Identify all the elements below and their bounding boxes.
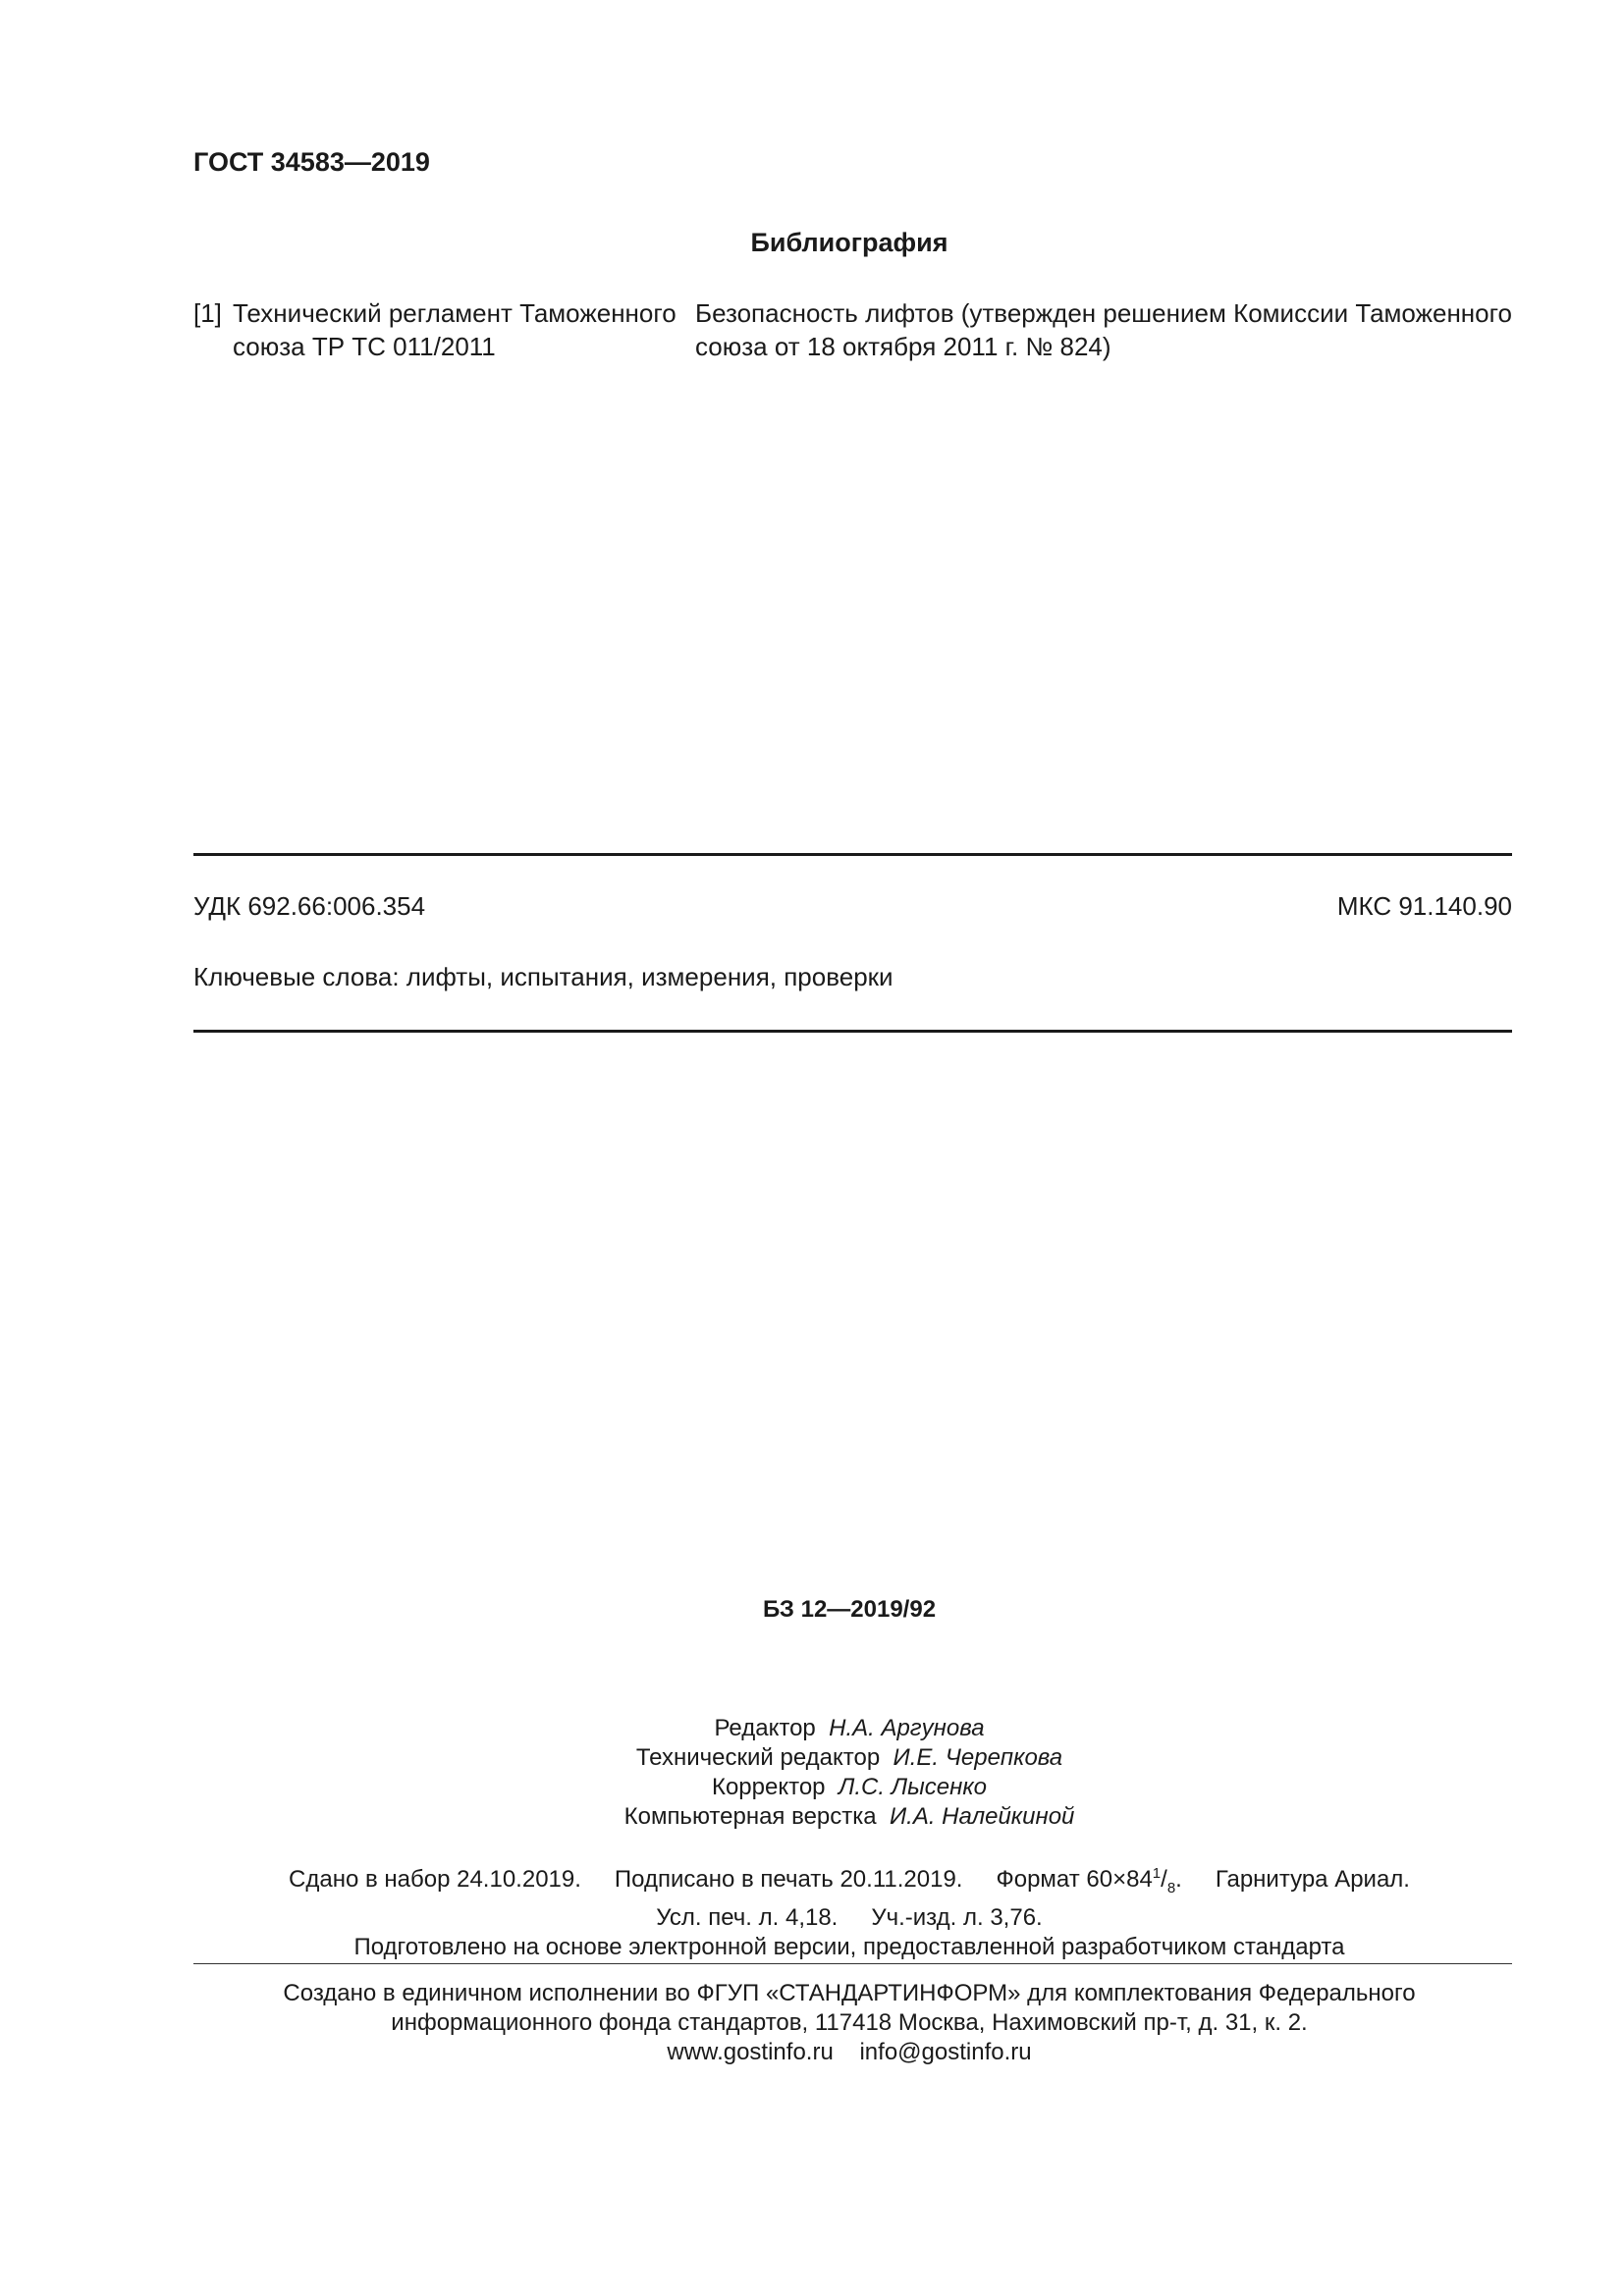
footer-line-2: информационного фонда стандартов, 117418 Москва, Нахимовский пр-т, д. 31, к. 2. bbox=[391, 2009, 1308, 2036]
document-code: ГОСТ 34583—2019 bbox=[193, 147, 430, 177]
staff-row bbox=[0, 1802, 1624, 1832]
staff-name: И.Е. Черепкова bbox=[893, 1744, 1063, 1771]
footer-line-1: Создано в единичном исполнении во ФГУП «СТАНДАРТИНФОРМ» для комплектования Федерального bbox=[283, 1980, 1416, 2006]
print-line-2 bbox=[0, 1903, 1624, 1933]
typeface: Гарнитура Ариал. bbox=[1215, 1866, 1410, 1893]
divider-top bbox=[193, 853, 1512, 856]
staff-name: И.А. Налейкиной bbox=[889, 1803, 1075, 1830]
divider-bottom bbox=[193, 1030, 1512, 1033]
staff-name: Н.А. Аргунова bbox=[829, 1715, 985, 1741]
print-line-1 bbox=[0, 1859, 1624, 1903]
email-link[interactable]: info@gostinfo.ru bbox=[859, 2039, 1032, 2065]
footer-contacts bbox=[0, 2038, 1624, 2067]
print-details bbox=[0, 1859, 1624, 1962]
website-link[interactable]: www.gostinfo.ru bbox=[667, 2039, 834, 2065]
bz-code: БЗ 12—2019/92 bbox=[762, 1596, 937, 1623]
staff-row bbox=[0, 1743, 1624, 1773]
publisher-sheets: Уч.-изд. л. 3,76. bbox=[871, 1903, 1043, 1931]
mks-code: МКС 91.140.90 bbox=[1336, 891, 1512, 921]
staff-role: Технический редактор bbox=[635, 1744, 881, 1771]
staff-list bbox=[0, 1714, 1624, 1832]
submitted-date: Сдано в набор 24.10.2019. bbox=[289, 1866, 581, 1893]
signed-date: Подписано в печать 20.11.2019. bbox=[614, 1866, 963, 1893]
staff-row bbox=[0, 1773, 1624, 1802]
bibliography-entry-source bbox=[193, 296, 684, 363]
staff-name: Л.С. Лысенко bbox=[838, 1774, 988, 1800]
publisher-footer bbox=[0, 1979, 1624, 2067]
paper-format: Формат $60\times 84^1/_8$. bbox=[996, 1865, 1182, 1896]
divider-footer bbox=[193, 1963, 1512, 1964]
udk-code: УДК 692.66:006.354 bbox=[193, 891, 426, 921]
staff-role: Компьютерная верстка bbox=[623, 1803, 877, 1830]
prepared-note: Подготовлено на основе электронной версии, предоставленной разработчиком стандарта bbox=[353, 1933, 1345, 1960]
bibliography-entry-description: Безопасность лифтов (утвержден решением Комиссии Таможенного союза от 18 октября 2011 г. № 824) bbox=[695, 298, 1512, 361]
staff-role: Редактор bbox=[714, 1715, 816, 1741]
bibliography-entry-number: [1] bbox=[193, 298, 222, 328]
print-sheets: Усл. печ. л. 4,18. bbox=[656, 1903, 839, 1931]
bibliography-source-line2: союза ТР ТС 011/2011 bbox=[233, 332, 496, 361]
bibliography-title: Библиография bbox=[750, 228, 948, 257]
bibliography-source-line1: Технический регламент Таможенного bbox=[233, 298, 677, 328]
keywords: Ключевые слова: лифты, испытания, измерения, проверки bbox=[193, 962, 893, 991]
staff-role: Корректор bbox=[711, 1774, 826, 1800]
staff-row bbox=[0, 1714, 1624, 1743]
